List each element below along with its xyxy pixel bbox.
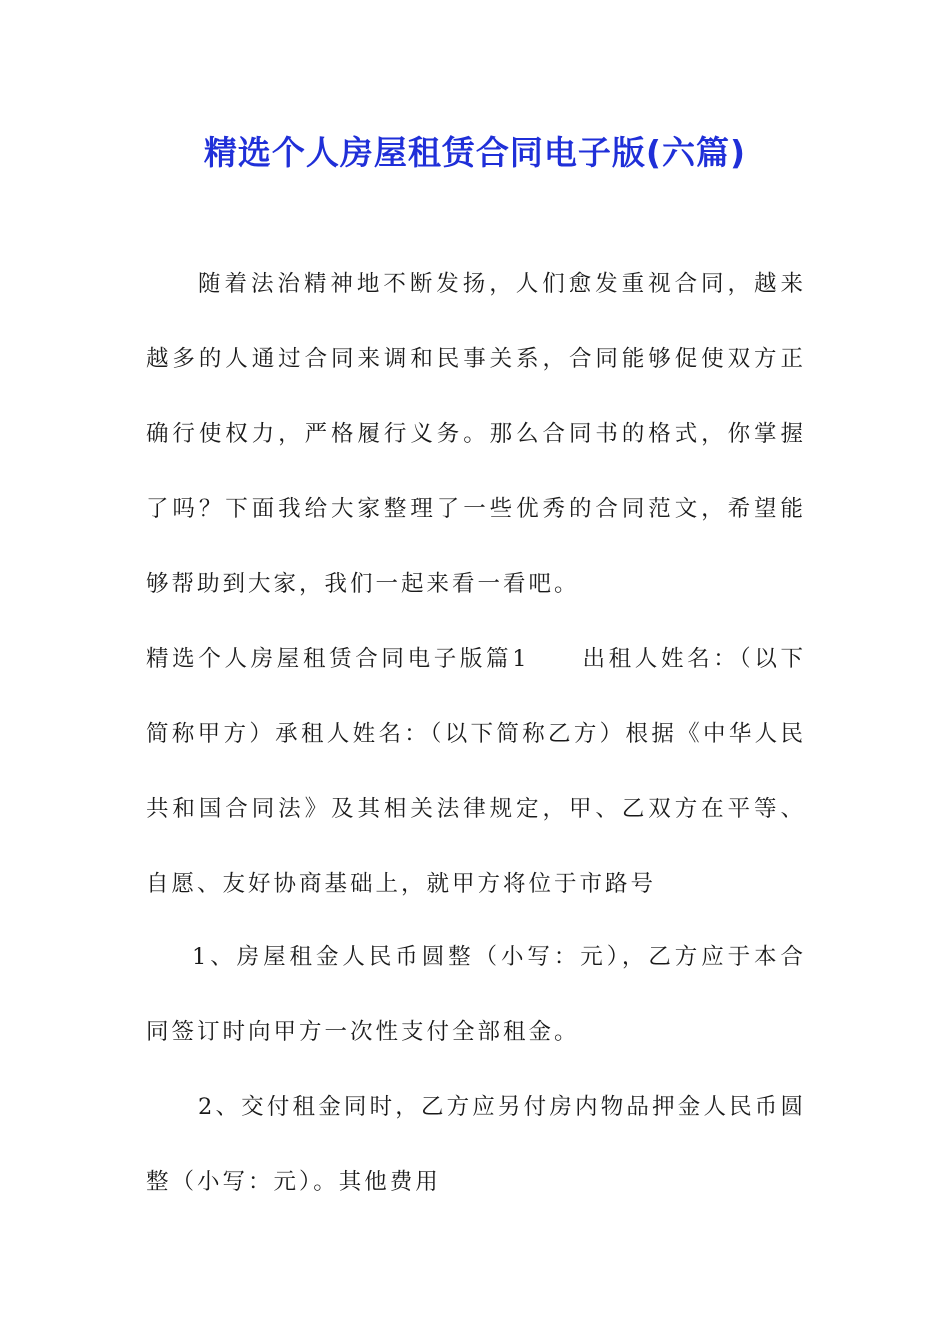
intro-paragraph: 随着法治精神地不断发扬，人们愈发重视合同，越来越多的人通过合同来调和民事关系，合同能够促使双方正确行使权力，严格履行义务。那么合同书的格式，你掌握了吗？下面我给大家整理了一些优秀的合同范文，希望能够帮助到大家，我们一起来看一看吧。 (146, 271, 806, 597)
document-title: 精选个人房屋租赁合同电子版(六篇) (203, 133, 747, 172)
section-1-paragraph: 精选个人房屋租赁合同电子版篇1 出租人姓名：（以下简称甲方）承租人姓名：（以下简称乙方）根据《中华人民共和国合同法》及其相关法律规定，甲、乙双方在平等、自愿、友好协商基础上，就甲方将位于市路号 (146, 646, 806, 897)
clause-2-paragraph: 2、交付租金同时，乙方应另付房内物品押金人民币圆整（小写：元）。其他费用 (146, 1094, 806, 1195)
clause-1-paragraph: 1、房屋租金人民币圆整（小写：元），乙方应于本合同签订时向甲方一次性支付全部租金。 (146, 944, 806, 1045)
